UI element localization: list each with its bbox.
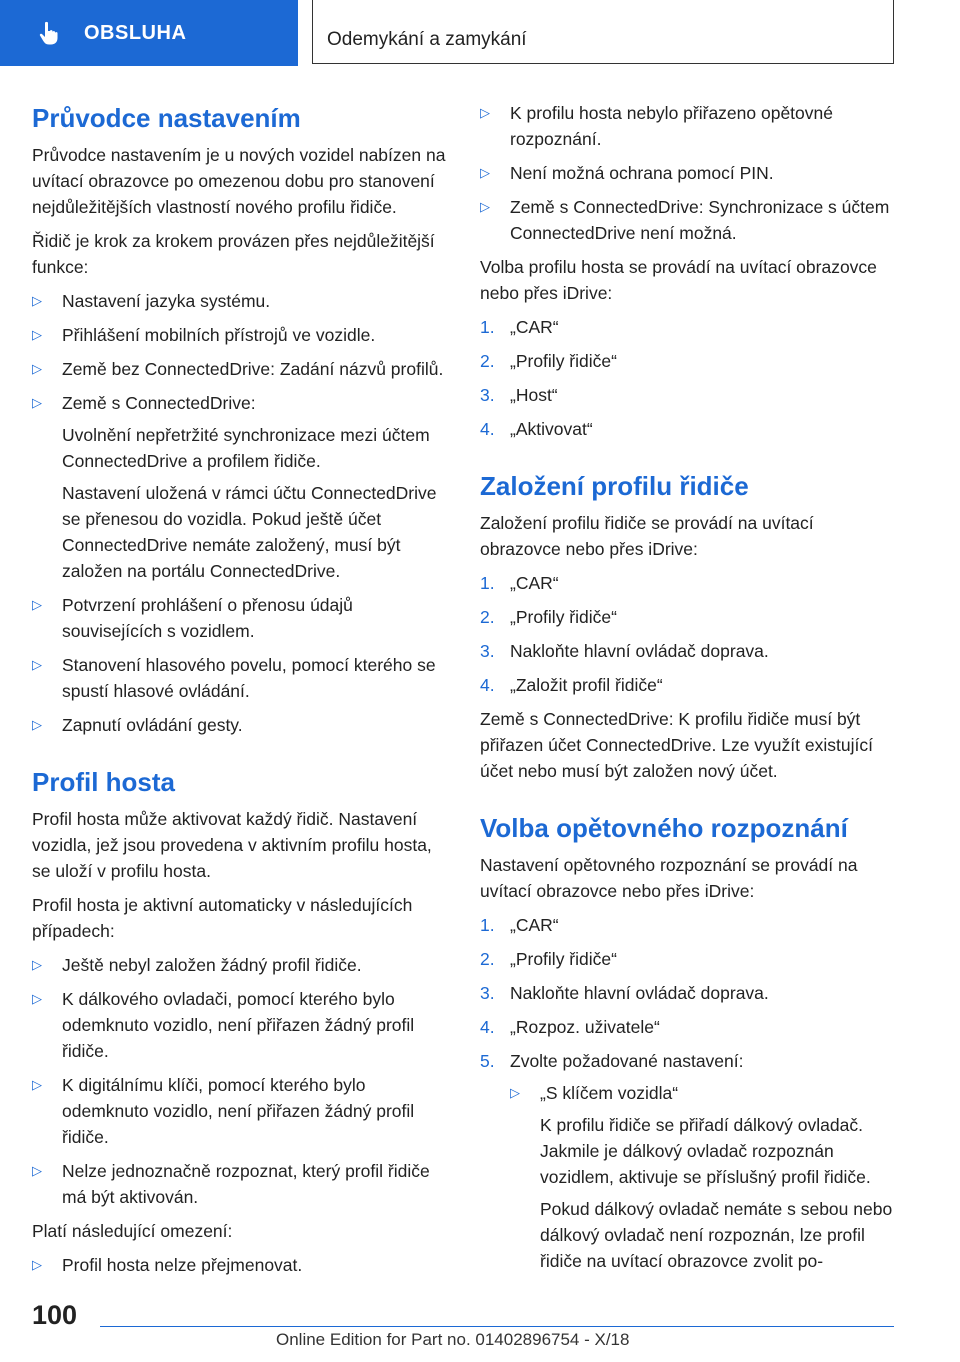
page-footer <box>0 1290 960 1362</box>
triangle-bullet-icon: ▷ <box>32 395 42 410</box>
heading-guest-profile: Profil hosta <box>32 767 176 797</box>
triangle-bullet-icon: ▷ <box>32 717 42 732</box>
step-item: 3. „Host“ <box>480 385 558 405</box>
list-item: ▷ Nelze jednoznačně rozpoznat, který profil řidiče má být aktivován. <box>32 1158 450 1210</box>
left-column <box>32 100 450 1286</box>
edition-note: Online Edition for Part no. 01402896754 - X/18 <box>276 1330 630 1349</box>
list-item-detail: Pokud dálkový ovladač nemáte s sebou nebo dálkový ovladač není rozpoznán, lze profil řidiče na uvítací obrazovce zvolit po- <box>540 1199 893 1271</box>
step-item: 4. „Rozpoz. uživatele“ <box>480 1017 660 1037</box>
list-item-detail: Uvolnění nepřetržité synchronizace mezi účtem ConnectedDrive a profilem řidiče. <box>62 425 430 471</box>
heading-setup-guide: Průvodce nastavením <box>32 103 301 133</box>
hand-pointer-icon <box>36 20 62 46</box>
list-item: ▷ Stanovení hlasového povelu, pomocí kterého se spustí hlasové ovládání. <box>32 652 450 704</box>
list-item: ▷ Profil hosta nelze přejmenovat. <box>32 1252 450 1278</box>
heading-create-profile: Založení profilu řidiče <box>480 471 749 501</box>
step-item: 1. „CAR“ <box>480 915 559 935</box>
triangle-bullet-icon: ▷ <box>32 597 42 612</box>
triangle-bullet-icon: ▷ <box>32 1077 42 1092</box>
step-item: 5. Zvolte požadované nastavení: ▷ „S klíčem vozidla“ K profilu řidiče se přiřadí dálkový ovladač. Jakmile je dálkový ovladač rozpoznán vozidlem, aktivuje se příslušný profil řidiče. Pokud dálkový ovladač nemáte s sebou nebo dálkový ovladač není rozpoznán, lze profil řidiče na uvítací obrazovce zvolit po- <box>480 1048 898 1274</box>
paragraph: Založení profilu řidiče se provádí na uvítací obrazovce nebo přes iDrive: <box>480 513 814 559</box>
triangle-bullet-icon: ▷ <box>32 327 42 342</box>
list-item: ▷ K profilu hosta nebylo přiřazeno opětovné rozpoznání. <box>480 100 898 152</box>
step-item: 3. Nakloňte hlavní ovládač doprava. <box>480 641 769 661</box>
paragraph: Platí následující omezení: <box>32 1221 233 1241</box>
list-item: ▷ Nastavení jazyka systému. <box>32 288 450 314</box>
chapter-tab[interactable] <box>0 0 298 66</box>
list-item: ▷ Není možná ochrana pomocí PIN. <box>480 160 898 186</box>
footer-divider <box>100 1326 894 1327</box>
paragraph: Profil hosta je aktivní automaticky v následujících případech: <box>32 895 413 941</box>
list-item: ▷ K digitálnímu klíči, pomocí kterého bylo odemknuto vozidlo, není přiřazen žádný profil řidiče. <box>32 1072 450 1150</box>
section-tab <box>312 0 894 64</box>
step-item: 2. „Profily řidiče“ <box>480 949 617 969</box>
step-item: 3. Nakloňte hlavní ovládač doprava. <box>480 983 769 1003</box>
list-item: ▷ Zapnutí ovládání gesty. <box>32 712 450 738</box>
triangle-bullet-icon: ▷ <box>480 105 490 120</box>
right-column <box>480 100 898 1282</box>
step-item: 4. „Aktivovat“ <box>480 419 593 439</box>
paragraph: Volba profilu hosta se provádí na uvítací obrazovce nebo přes iDrive: <box>480 257 877 303</box>
triangle-bullet-icon: ▷ <box>510 1085 520 1100</box>
triangle-bullet-icon: ▷ <box>32 957 42 972</box>
list-item: ▷ Ještě nebyl založen žádný profil řidiče. <box>32 952 450 978</box>
paragraph: Profil hosta může aktivovat každý řidič. Nastavení vozidla, jež jsou provedena v aktivním profilu hosta, se uloží v profilu hosta. <box>32 809 432 881</box>
paragraph: Země s ConnectedDrive: K profilu řidiče musí být přiřazen účet ConnectedDrive. Lze využít existující účet nebo musí být založen nový účet. <box>480 709 873 781</box>
page-number: 100 <box>32 1300 78 1330</box>
triangle-bullet-icon: ▷ <box>32 991 42 1006</box>
triangle-bullet-icon: ▷ <box>32 657 42 672</box>
list-item-detail: K profilu řidiče se přiřadí dálkový ovladač. Jakmile je dálkový ovladač rozpoznán vozidlem, aktivuje se příslušný profil řidiče. <box>540 1115 871 1187</box>
heading-recognition: Volba opětovného rozpoznání <box>480 813 848 843</box>
list-item: ▷ Země s ConnectedDrive: Uvolnění nepřetržité synchronizace mezi účtem ConnectedDrive a profilem řidiče. Nastavení uložená v rámci účtu ConnectedDrive se přenesou do vozidla. Pokud ještě účet ConnectedDrive nemáte založený, musí být založen na portálu ConnectedDrive. <box>32 390 450 584</box>
chapter-label: OBSLUHA <box>84 21 187 44</box>
list-item: ▷ Země s ConnectedDrive: Synchronizace s účtem ConnectedDrive není možná. <box>480 194 898 246</box>
step-item: 1. „CAR“ <box>480 573 559 593</box>
list-item: ▷ Potvrzení prohlášení o přenosu údajů souvisejících s vozidlem. <box>32 592 450 644</box>
triangle-bullet-icon: ▷ <box>32 293 42 308</box>
page-header <box>0 0 960 66</box>
step-item: 2. „Profily řidiče“ <box>480 607 617 627</box>
list-item: ▷ Přihlášení mobilních přístrojů ve vozidle. <box>32 322 450 348</box>
list-item: ▷ Země bez ConnectedDrive: Zadání názvů profilů. <box>32 356 450 382</box>
nested-list-item: ▷ „S klíčem vozidla“ K profilu řidiče se přiřadí dálkový ovladač. Jakmile je dálkový ovladač rozpoznán vozidlem, aktivuje se příslušný profil řidiče. Pokud dálkový ovladač nemáte s sebou nebo dálkový ovladač není rozpoznán, lze profil řidiče na uvítací obrazovce zvolit po- <box>510 1080 898 1274</box>
step-item: 1. „CAR“ <box>480 317 559 337</box>
triangle-bullet-icon: ▷ <box>480 165 490 180</box>
paragraph: Průvodce nastavením je u nových vozidel nabízen na uvítací obrazovce po omezenou dobu pro stanovení nejdůležitějších vlastností nového profilu řidiče. <box>32 145 446 217</box>
step-item: 2. „Profily řidiče“ <box>480 351 617 371</box>
paragraph: Řidič je krok za krokem provázen přes nejdůležitější funkce: <box>32 231 435 277</box>
triangle-bullet-icon: ▷ <box>32 1257 42 1272</box>
paragraph: Nastavení opětovného rozpoznání se provádí na uvítací obrazovce nebo přes iDrive: <box>480 855 858 901</box>
step-item: 4. „Založit profil řidiče“ <box>480 675 663 695</box>
list-item-detail: Nastavení uložená v rámci účtu ConnectedDrive se přenesou do vozidla. Pokud ještě účet ConnectedDrive nemáte založený, musí být založen na portálu ConnectedDrive. <box>62 483 437 581</box>
triangle-bullet-icon: ▷ <box>32 1163 42 1178</box>
list-item: ▷ K dálkového ovladači, pomocí kterého bylo odemknuto vozidlo, není přiřazen žádný profil řidiče. <box>32 986 450 1064</box>
triangle-bullet-icon: ▷ <box>480 199 490 214</box>
triangle-bullet-icon: ▷ <box>32 361 42 376</box>
section-title: Odemykání a zamykání <box>327 29 527 50</box>
